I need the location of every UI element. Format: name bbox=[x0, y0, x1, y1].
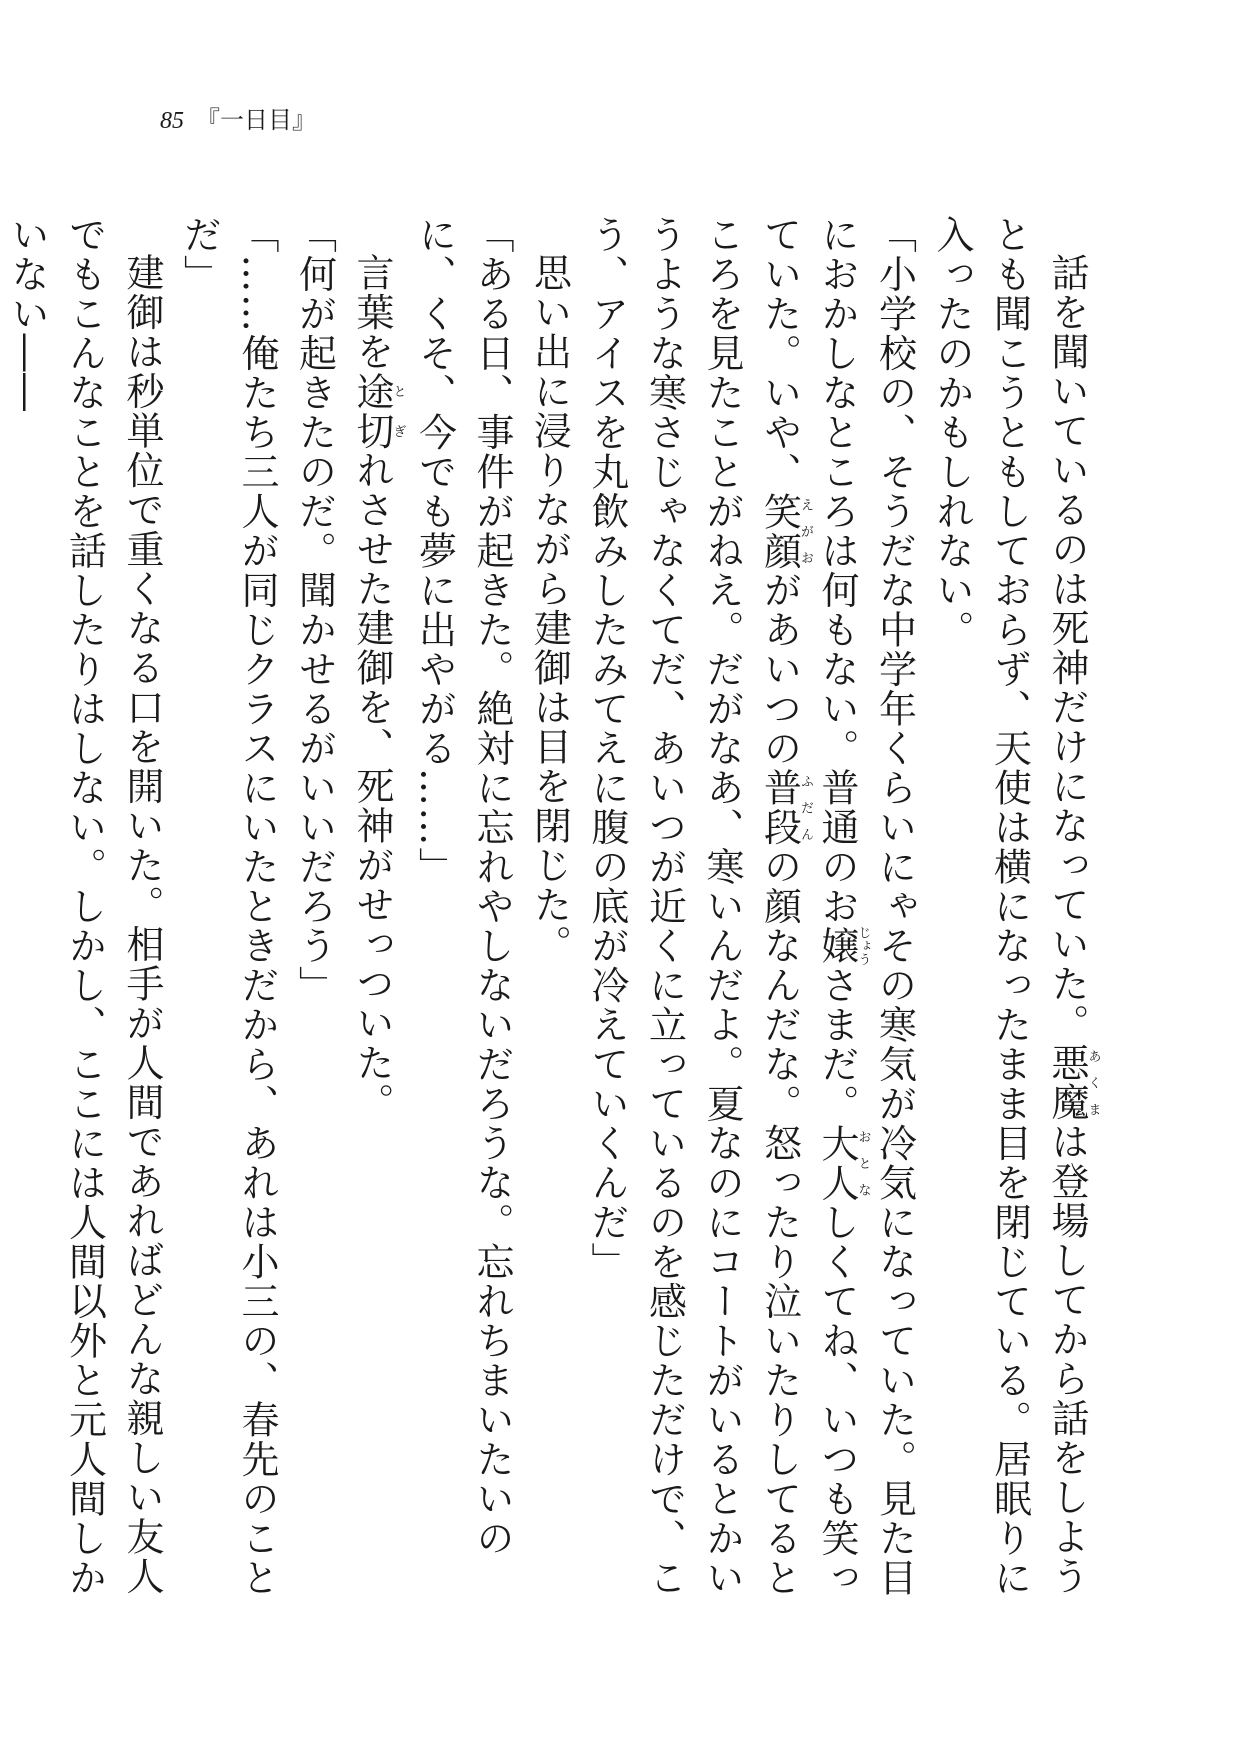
paragraph-text: 「小学校の、そうだな中学年くらいにゃその寒気が冷気になっていた。見た目におかしなところは何もない。普通のお bbox=[815, 215, 917, 1598]
ruby-base: 笑顔 bbox=[757, 491, 802, 571]
paragraph bbox=[405, 215, 520, 1610]
paragraph-text: 建御は秒単位で重くなる口を開いた。相手が人間であればどんな親しい友人でもこんなことを話したりはしない。しかし、ここには人間以外と元人間しかいない―― bbox=[5, 215, 164, 1598]
ruby-word bbox=[815, 1123, 871, 1203]
ruby-reading: じょう bbox=[855, 926, 871, 966]
ruby-word bbox=[757, 491, 813, 571]
ruby-word bbox=[350, 371, 406, 451]
ruby-word bbox=[1045, 1043, 1101, 1122]
paragraph-text: の顔なんだな。怒ったり泣いたりしてるところを見たことがねえ。だがなあ、寒いんだよ。夏なのにコートがいるとかいうような寒さじゃなくてだ、あいつが近くに立っているのを感じただけで、こう、アイスを丸飲みしたみてえに腹の底が冷えていくんだ」 bbox=[585, 215, 802, 1598]
ruby-base: 悪魔 bbox=[1045, 1043, 1089, 1122]
ruby-reading: おとな bbox=[855, 1123, 871, 1203]
paragraph-text: は登場してから話をしようとも聞こうともしておらず、天使は横になったまま目を閉じている。居眠りに入ったのかもしれない。 bbox=[930, 215, 1089, 1598]
vertical-body-text bbox=[0, 215, 1100, 1610]
ruby-base: 普段 bbox=[757, 768, 802, 847]
ruby-base: 大人 bbox=[815, 1123, 859, 1203]
ruby-reading: ふだん bbox=[798, 768, 813, 847]
paragraph bbox=[0, 215, 170, 1610]
ruby-reading: えがお bbox=[798, 491, 813, 571]
ruby-base: 嬢 bbox=[815, 926, 859, 966]
running-header bbox=[160, 104, 316, 137]
ruby-word bbox=[757, 768, 813, 847]
paragraph-text: 言葉を bbox=[350, 253, 394, 372]
paragraph bbox=[343, 215, 406, 1610]
ruby-reading: あくま bbox=[1085, 1043, 1101, 1122]
paragraph bbox=[520, 215, 578, 1610]
ruby-reading: とぎ bbox=[390, 371, 406, 451]
paragraph-text: しくてね、いつも笑っていた。いや、 bbox=[757, 215, 859, 1598]
paragraph-text: 「……俺たち三人が同じクラスにいたときだから、あれは小三の、春先のことだ」 bbox=[177, 215, 279, 1598]
paragraph-text: 話を聞いているのは死神だけになっていた。 bbox=[1045, 253, 1089, 1043]
paragraph-text: さまだ。 bbox=[815, 965, 859, 1124]
ruby-word bbox=[815, 926, 871, 966]
page-number: 85 bbox=[160, 108, 184, 134]
paragraph-text: れさせた建御を、死神がせっついた。 bbox=[350, 450, 394, 1122]
chapter-title: 『一日目』 bbox=[196, 106, 316, 134]
paragraph-text: 「何が起きたのだ。聞かせるがいいだろう」 bbox=[292, 215, 337, 1005]
ruby-base: 途切 bbox=[350, 371, 394, 451]
paragraph-text: 思い出に浸りながら建御は目を閉じた。 bbox=[527, 253, 572, 964]
paragraph bbox=[578, 215, 923, 1610]
paragraph bbox=[170, 215, 285, 1610]
paragraph bbox=[285, 215, 343, 1610]
paragraph-text: があいつの bbox=[757, 570, 802, 768]
paragraph-text: 「ある日、事件が起きた。絶対に忘れやしないだろうな。忘れちまいたいのに、くそ、今でも夢に出やがる……」 bbox=[412, 215, 514, 1558]
paragraph bbox=[923, 215, 1101, 1610]
